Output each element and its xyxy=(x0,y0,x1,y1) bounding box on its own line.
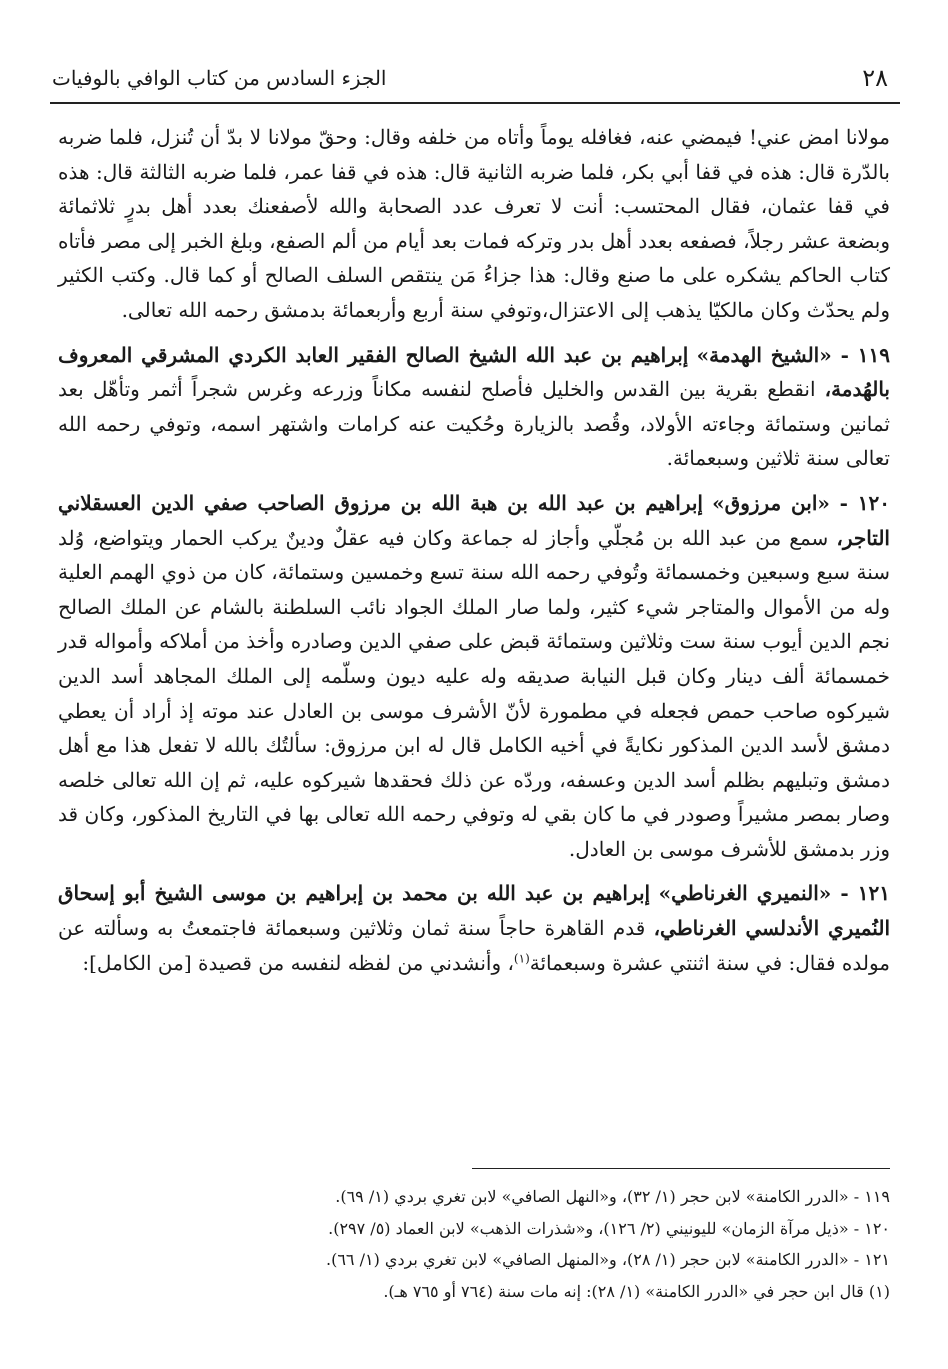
entry-text: سمع من عبد الله بن مُجلّي وأجاز له جماعة وكان فيه عقلٌ ودينٌ يركب الحمار ويتواضع، وُلد سنة سبع وسبعين وخمسمائة وتُوفي رحمه الله سنة تسع وخمسين وستمائة، كان من ذوي الهمم العلية وله من الأموال والمتاجر شيء كثير، ولما صار الملك الجواد نائب السلطنة بالشام عن الملك الصالح نجم الدين أيوب سنة ست وثلاثين وستمائة قبض على صفي الدين وصادره وأخذ من أملاكه وأمواله قدر خمسمائة ألف دينار وكان قبل النيابة صديقه وله عليه ديون وسلّمه إلى الملك المجاهد أسد الدين شيركوه صاحب حمص فجعله في مطمورة لأنّ الأشرف موسى بن العادل عند موته إذ أراد أن يعطي دمشق لأسد الدين المذكور نكايةً في أخيه الكامل قال له ابن مرزوق: سألتُك بالله لا تفعل هذا مع أهل دمشق وتبليهم بظلم أسد الدين وعسفه، وردّه عن ذلك فحقدها شيركوه عليه، ثم إن الله تعالى خلصه وصار بمصر مشيراً وصودر في ما كان بقي له وتوفي رحمه الله تعالى بها في التاريخ المذكور، وكان قد وزر بدمشق للأشرف موسى بن العادل. xyxy=(58,525,890,861)
footnote-item: (١) قال ابن حجر في «الدرر الكامنة» (١/ ٢٨): إنه مات سنة (٧٦٤ أو ٧٦٥ هـ). xyxy=(383,1281,890,1301)
header-divider xyxy=(50,102,900,104)
footnote-divider xyxy=(472,1168,890,1169)
main-text xyxy=(58,120,890,980)
footnote-item: ١١٩ - «الدرر الكامنة» لابن حجر (١/ ٣٢)، و«النهل الصافي» لابن تغري بردي (١/ ٦٩). xyxy=(335,1187,890,1206)
footnote-item: ١٢٠ - «ذيل مرآة الزمان» لليونيني (٢/ ١٢٦)، و«شذرات الذهب» لابن العماد (٥/ ٢٩٧). xyxy=(328,1218,890,1238)
page-number: ٢٨ xyxy=(862,64,888,92)
footnotes xyxy=(60,1181,890,1307)
biography-entry-119 xyxy=(58,338,890,476)
entry-full-name: إبراهيم بن عبد الله بن محمد بن إبراهيم بن موسى الشيخ أبو إسحاق النُميري الأندلسي الغرناطي، xyxy=(58,881,890,941)
running-title: الجزء السادس من كتاب الوافي بالوفيات xyxy=(52,66,387,90)
entry-full-name: إبراهيم بن عبد الله الشيخ الصالح الفقير العابد الكردي المشرقي المعروف بالهُدمة، xyxy=(58,342,890,402)
biography-entry-121 xyxy=(58,876,890,980)
continuation-paragraph: مولانا امض عني! فيمضي عنه، فغافله يوماً وأتاه من خلفه وقال: وحقّ مولانا لا بدّ أن تُنزل، فلما ضربه بالدّرة قال: هذه في قفا أبي بكر، فلما ضربه الثانية قال: هذه في قفا عمر، فلما ضربه الثالثة قال: هذه في قفا عثمان، فقال المحتسب: أنت لا تعرف عدد الصحابة والله لأصفعنك بعدد أهل بدرٍ ثلاثمائة وبضعة عشر رجلاً، فصفعه بعدد أهل بدر وتركه فمات بعد أيام من ألم الصفع، وبلغ الخبر إلى مصر فأتاه كتاب الحاكم يشكره على ما صنع وقال: هذا جزاءُ مَن ينتقص السلف الصالح أو كما قال. وكتب الكثير ولم يحدّث وكان مالكيّا يذهب إلى الاعتزال،وتوفي سنة أربع وأربعمائة بدمشق رحمه الله تعالى. xyxy=(58,125,891,322)
entry-number-title: ١١٩ - «الشيخ الهدمة» xyxy=(696,342,890,367)
biography-entry-120 xyxy=(58,486,890,867)
entry-number-title: ١٢٠ - «ابن مرزوق» xyxy=(712,490,890,515)
footnote-marker: (١) xyxy=(513,951,530,965)
footnote-item: ١٢١ - «الدرر الكامنة» لابن حجر (١/ ٢٨)، و«المنهل الصافي» لابن تغري بردي (١/ ٦٦). xyxy=(326,1250,890,1270)
entry-full-name: إبراهيم بن عبد الله بن هبة الله بن مرزوق الصاحب صفي الدين العسقلاني التاجر، xyxy=(58,490,890,550)
entry-text: انقطع بقرية بين القدس والخليل فأصلح لنفسه مكاناً وزرعه وغرس شجراً أثمر وتأهّل بعد ثمانين وستمائة وجاءته الأولاد، وقُصد بالزيارة وحُكيت عنه كرامات واشتهر اسمه، وتوفي رحمه الله تعالى سنة ثلاثين وسبعمائة. xyxy=(58,377,890,471)
entry-text-continued: ، وأنشدني من لفظه لنفسه من قصيدة [من الكامل]: xyxy=(82,950,514,975)
entry-number-title: ١٢١ - «النميري الغرناطي» xyxy=(658,881,891,906)
entry-text: قدم القاهرة حاجاً سنة ثمان وثلاثين وسبعمائة فاجتمعتُ به وسألته عن مولده فقال: في سنة اثنتي عشرة وسبعمائة xyxy=(58,916,890,975)
running-header xyxy=(52,56,888,96)
